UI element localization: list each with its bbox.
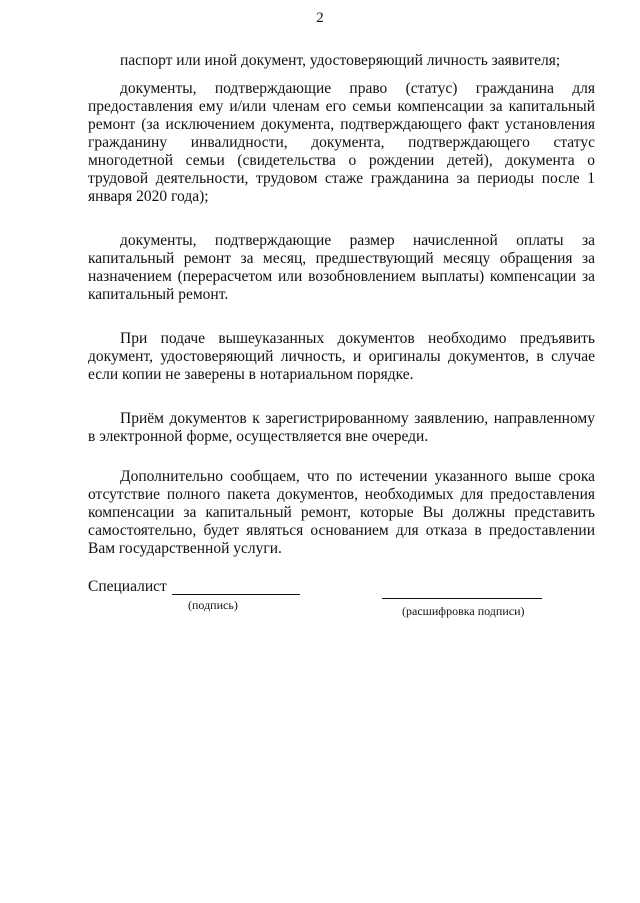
paragraph-status-documents: документы, подтверждающие право (статус) гражданина для предоставления ему и/или членам его семьи компенсации за капитальный ремонт (за исключением документа, подтверждающего факт установления гражданину инвалидности, документа, подтверждающего статус многодетной семьи (свидетельства о рождении детей), документа о трудовой деятельности, трудовом стаже гражданина за периоды после 1 января 2020 года);: [88, 80, 595, 205]
signature-decoding-line: [382, 598, 542, 599]
document-body: [88, 52, 595, 618]
paragraph-passport: паспорт или иной документ, удостоверяющий личность заявителя;: [120, 52, 561, 69]
signature-block: [88, 578, 595, 618]
signature-caption: (подпись): [188, 598, 238, 612]
specialist-label: Специалист: [88, 578, 167, 595]
paragraph-payment-documents: документы, подтверждающие размер начисленной оплаты за капитальный ремонт за месяц, предшествующий месяцу обращения за назначением (перерасчетом или возобновлением выплаты) компенсации за капитальный ремонт.: [88, 232, 595, 303]
signature-decoding-caption: (расшифровка подписи): [402, 604, 525, 618]
signature-line: [172, 594, 300, 595]
paragraph-originals: При подаче вышеуказанных документов необходимо предъявить документ, удостоверяющий личность, и оригиналы документов, в случае если копии не заверены в нотариальном порядке.: [88, 330, 595, 383]
paragraph-refusal-notice: Дополнительно сообщаем, что по истечении указанного выше срока отсутствие полного пакета документов, необходимых для предоставления компенсации за капитальный ремонт, которые Вы должны представить самостоятельно, будет являться основанием для отказа в предоставлении Вам государственной услуги.: [88, 468, 595, 557]
page-number: 2: [316, 10, 324, 26]
paragraph-electronic-form: Приём документов к зарегистрированному заявлению, направленному в электронной форме, осуществляется вне очереди.: [88, 410, 595, 445]
